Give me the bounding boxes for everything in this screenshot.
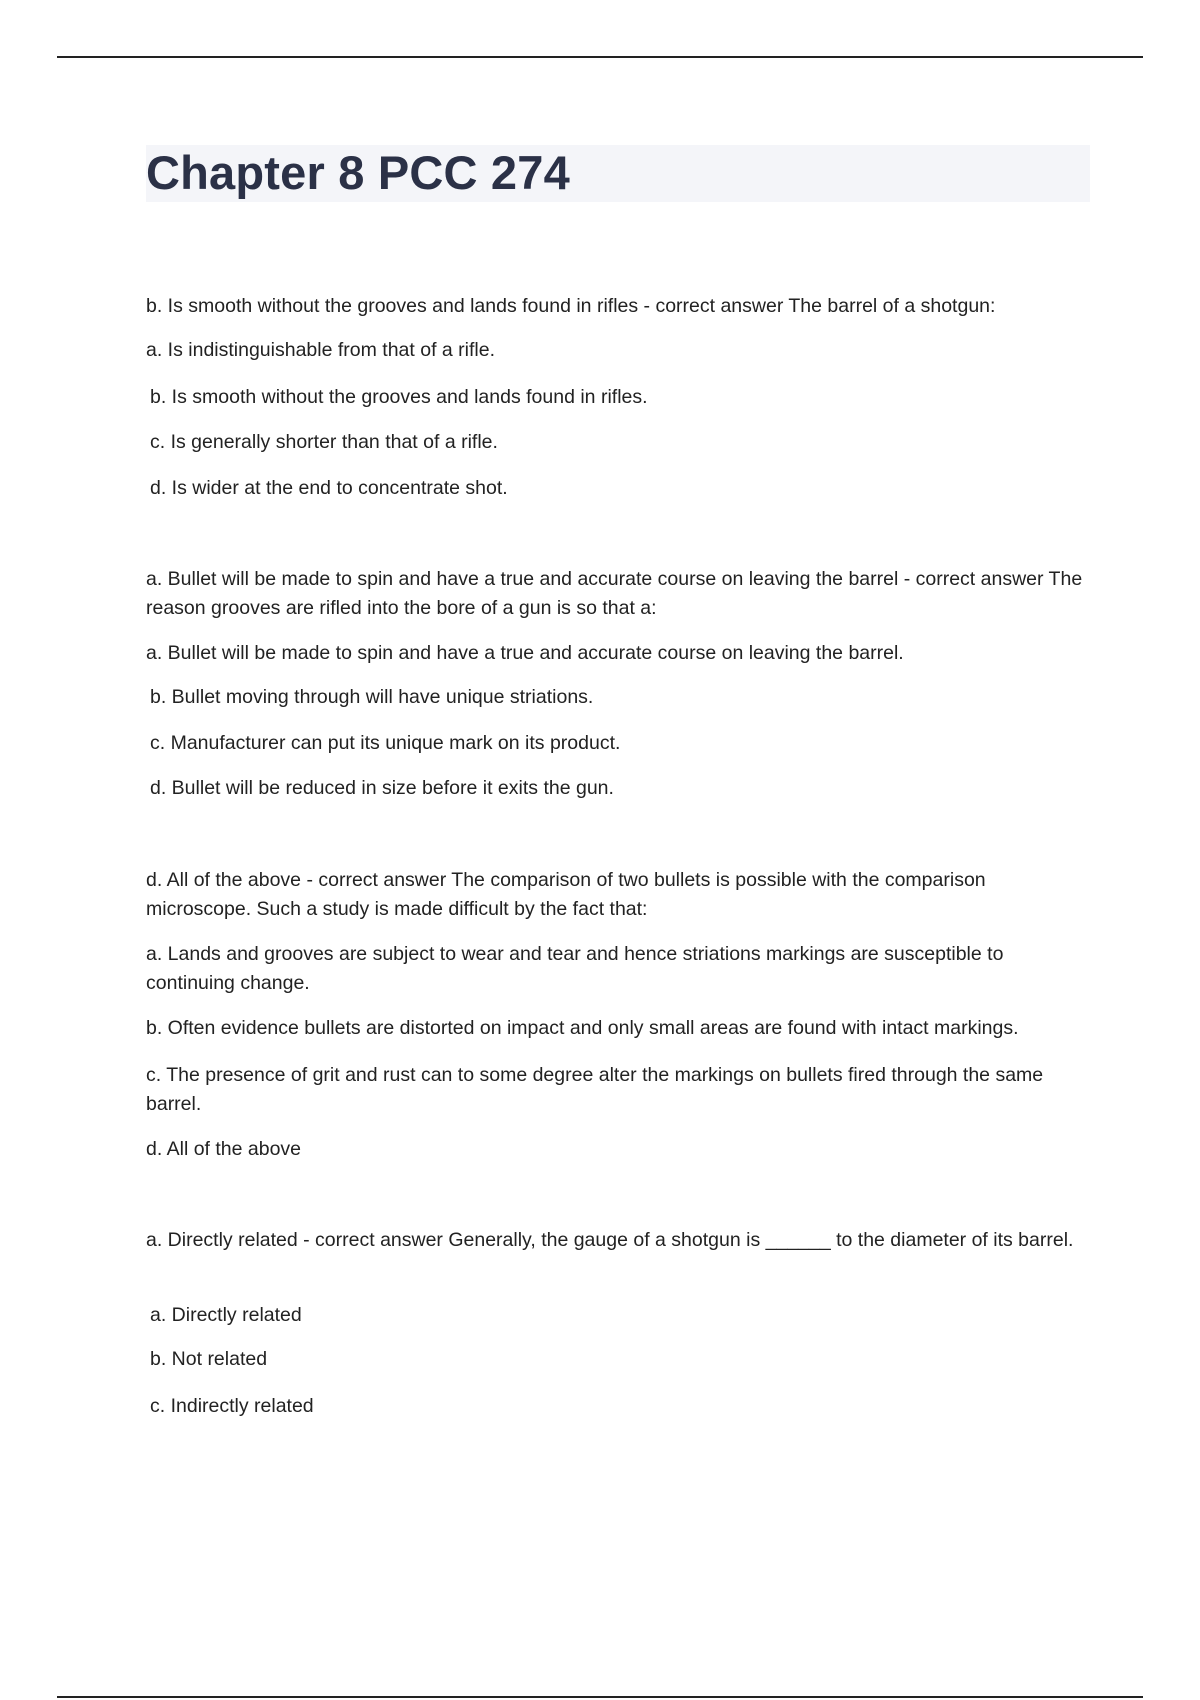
- bottom-rule: [57, 1696, 1143, 1698]
- question-2-option-a: a. Bullet will be made to spin and have a true and accurate course on leaving the barrel.: [146, 642, 904, 664]
- question-4-stem: a. Directly related - correct answer Generally, the gauge of a shotgun is ______ to the diameter of its barrel.: [146, 1229, 1074, 1251]
- question-3-option-b: b. Often evidence bullets are distorted on impact and only small areas are found with intact markings.: [146, 1017, 1019, 1039]
- question-4-option-c: c. Indirectly related: [150, 1395, 314, 1417]
- question-3-option-a: a. Lands and grooves are subject to wear and tear and hence striations markings are susceptible to continuing change.: [146, 943, 1004, 994]
- question-4-option-b: b. Not related: [150, 1348, 268, 1370]
- question-2-option-b: b. Bullet moving through will have unique striations.: [150, 686, 594, 708]
- question-1-option-a: a. Is indistinguishable from that of a rifle.: [146, 339, 496, 361]
- question-1-stem: b. Is smooth without the grooves and lands found in rifles - correct answer The barrel of a shotgun:: [146, 295, 996, 317]
- page-title: Chapter 8 PCC 274: [146, 146, 570, 199]
- question-3-option-d: d. All of the above: [146, 1138, 302, 1160]
- question-2-option-d: d. Bullet will be reduced in size before it exits the gun.: [150, 777, 614, 799]
- question-4-option-a: a. Directly related: [150, 1304, 302, 1326]
- question-3-option-c: c. The presence of grit and rust can to some degree alter the markings on bullets fired through the same barrel.: [146, 1064, 1044, 1115]
- question-1-option-b: b. Is smooth without the grooves and lands found in rifles.: [150, 386, 648, 408]
- top-rule: [57, 56, 1143, 58]
- question-2-stem: a. Bullet will be made to spin and have a true and accurate course on leaving the barrel - correct answer The reason grooves are rifled into the bore of a gun is so that a:: [146, 568, 1083, 619]
- question-2-option-c: c. Manufacturer can put its unique mark on its product.: [150, 732, 621, 754]
- question-1-option-d: d. Is wider at the end to concentrate shot.: [150, 477, 508, 499]
- question-3-stem: d. All of the above - correct answer The comparison of two bullets is possible with the comparison microscope. Such a study is made difficult by the fact that:: [146, 869, 986, 920]
- question-1-option-c: c. Is generally shorter than that of a rifle.: [150, 431, 498, 453]
